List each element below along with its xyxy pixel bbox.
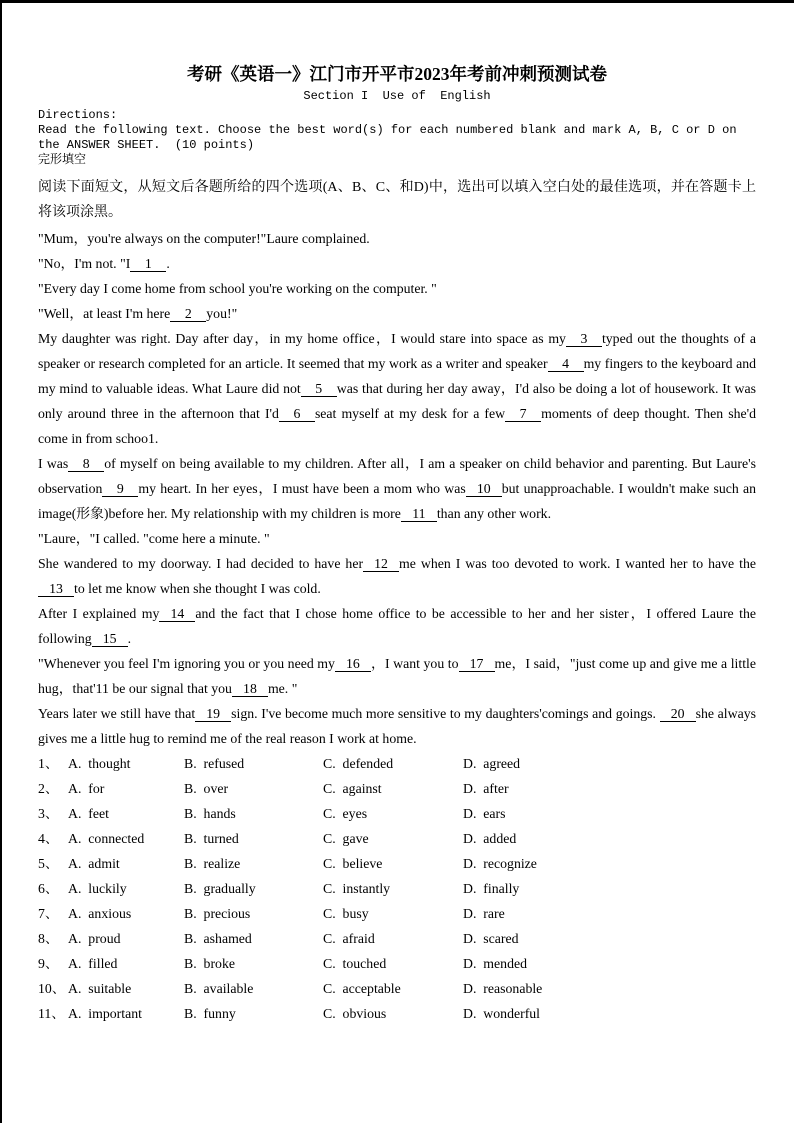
- question-option: A. important: [68, 1006, 142, 1021]
- directions-text: Read the following text. Choose the best word(s) for each numbered blank and mark A, B, C or D on the ANSWER SHEET. (10 points): [38, 123, 744, 152]
- question-list: [38, 751, 756, 1026]
- question-option: C. obvious: [323, 1006, 387, 1021]
- passage-paragraph: "No，I'm not. "I 1 .: [38, 256, 170, 271]
- question-option: B. precious: [184, 906, 251, 921]
- chinese-instructions: 阅读下面短文，从短文后各题所给的四个选项(A、B、C、和D)中，选出可以填入空白处的最佳选项，并在答题卡上将该项涂黑。: [38, 180, 756, 220]
- cloze-blank: 13: [38, 581, 74, 597]
- question-option: B. available: [184, 981, 254, 996]
- question-number: 2、: [38, 781, 59, 796]
- question-row: [38, 751, 756, 776]
- passage-paragraph: "Every day I come home from school you're working on the computer. ": [38, 281, 437, 296]
- question-row: [38, 901, 756, 926]
- question-number: 8、: [38, 931, 59, 946]
- passage-paragraph: "Mum，you're always on the computer!"Laure complained.: [38, 231, 370, 246]
- question-option: B. ashamed: [184, 931, 252, 946]
- question-option: D. wonderful: [463, 1006, 541, 1021]
- question-number: 4、: [38, 831, 59, 846]
- cloze-blank: 10: [466, 481, 502, 497]
- cloze-blank: 9: [102, 481, 138, 497]
- question-row: [38, 951, 756, 976]
- question-option: C. touched: [323, 956, 387, 971]
- question-option: C. instantly: [323, 881, 391, 896]
- cloze-blank: 5: [301, 381, 337, 397]
- question-row: [38, 1001, 756, 1026]
- question-option: C. afraid: [323, 931, 375, 946]
- passage-paragraph: I was 8 of myself on being available to my children. After all，I am a speaker on child behavior and parenting. But Laure's observation 9 my heart. In her eyes，I must have been a mom who was 10 but unapproachable. I wouldn't make such an image(形象)before her. My relationship with my children is more 11 than any other work.: [38, 456, 757, 521]
- cloze-blank: 8: [68, 456, 104, 472]
- question-option: D. scared: [463, 931, 519, 946]
- question-option: C. against: [323, 781, 382, 796]
- question-option: D. recognize: [463, 856, 537, 871]
- question-row: [38, 776, 756, 801]
- question-option: A. connected: [68, 831, 145, 846]
- page-title: 考研《英语一》江门市开平市2023年考前冲刺预测试卷: [187, 64, 607, 84]
- question-option: B. realize: [184, 856, 241, 871]
- directions-label: Directions:: [38, 108, 118, 122]
- question-option: A. proud: [68, 931, 121, 946]
- question-number: 9、: [38, 956, 59, 971]
- section-heading: Section I Use of English: [303, 89, 491, 103]
- passage-paragraph: "Well，at least I'm here 2 you!": [38, 306, 238, 321]
- question-option: D. agreed: [463, 756, 521, 771]
- passage-paragraph: Years later we still have that 19 sign. I've become much more sensitive to my daughters'comings and goings. 20 she always gives me a little hug to remind me of the real reason I work at home.: [38, 706, 756, 746]
- question-number: 7、: [38, 906, 59, 921]
- cloze-section-label: 完形填空: [38, 153, 87, 167]
- cloze-blank: 3: [566, 331, 602, 347]
- question-number: 10、: [38, 981, 66, 996]
- question-option: A. suitable: [68, 981, 132, 996]
- question-option: A. thought: [68, 756, 131, 771]
- question-option: B. over: [184, 781, 229, 796]
- question-option: D. reasonable: [463, 981, 543, 996]
- question-option: D. finally: [463, 881, 520, 896]
- question-option: B. refused: [184, 756, 245, 771]
- question-row: [38, 826, 756, 851]
- cloze-blank: 17: [459, 656, 495, 672]
- passage-paragraph: After I explained my 14 and the fact that I chose home office to be accessible to her and her sister，I offered Laure the following 15 .: [38, 606, 756, 646]
- question-option: C. acceptable: [323, 981, 401, 996]
- question-option: A. anxious: [68, 906, 132, 921]
- question-option: B. gradually: [184, 881, 256, 896]
- question-option: D. rare: [463, 906, 505, 921]
- question-option: A. for: [68, 781, 105, 796]
- cloze-blank: 14: [159, 606, 195, 622]
- question-option: B. funny: [184, 1006, 236, 1021]
- question-row: [38, 926, 756, 951]
- question-number: 3、: [38, 806, 59, 821]
- cloze-blank: 18: [232, 681, 268, 697]
- question-row: [38, 976, 756, 1001]
- cloze-blank: 19: [195, 706, 231, 722]
- question-number: 6、: [38, 881, 59, 896]
- cloze-blank: 1: [130, 256, 166, 272]
- question-option: B. turned: [184, 831, 239, 846]
- cloze-blank: 15: [92, 631, 128, 647]
- cloze-blank: 4: [548, 356, 584, 372]
- question-option: B. broke: [184, 956, 235, 971]
- cloze-blank: 11: [401, 506, 437, 522]
- question-number: 11、: [38, 1006, 66, 1021]
- cloze-blank: 12: [363, 556, 399, 572]
- question-option: D. added: [463, 831, 517, 846]
- cloze-blank: 20: [660, 706, 696, 722]
- question-row: [38, 851, 756, 876]
- question-option: A. feet: [68, 806, 109, 821]
- question-row: [38, 801, 756, 826]
- question-number: 1、: [38, 756, 59, 771]
- passage-paragraph: She wandered to my doorway. I had decided to have her 12 me when I was too devoted to work. I wanted her to have the13 to let me know when she thought I was cold.: [38, 556, 757, 596]
- question-option: C. eyes: [323, 806, 368, 821]
- question-option: A. luckily: [68, 881, 127, 896]
- question-option: C. defended: [323, 756, 394, 771]
- cloze-blank: 16: [335, 656, 371, 672]
- cloze-passage: [38, 226, 756, 751]
- cloze-blank: 7: [505, 406, 541, 422]
- question-option: C. busy: [323, 906, 369, 921]
- passage-paragraph: "Whenever you feel I'm ignoring you or you need my 16 ，I want you to 17 me，I said，"just come up and give me a little hug，that'11 be our signal that you 18 me. ": [38, 656, 757, 696]
- passage-paragraph: "Laure，"I called. "come here a minute. ": [38, 531, 270, 546]
- question-number: 5、: [38, 856, 59, 871]
- question-option: D. ears: [463, 806, 506, 821]
- question-option: C. believe: [323, 856, 383, 871]
- question-option: B. hands: [184, 806, 236, 821]
- question-option: A. filled: [68, 956, 118, 971]
- question-option: C. gave: [323, 831, 369, 846]
- directions-block: [38, 108, 756, 168]
- question-option: A. admit: [68, 856, 120, 871]
- question-option: D. mended: [463, 956, 527, 971]
- cloze-blank: 6: [279, 406, 315, 422]
- question-row: [38, 876, 756, 901]
- cloze-blank: 2: [170, 306, 206, 322]
- passage-paragraph: My daughter was right. Day after day，in my home office，I would stare into space as my 3 typed out the thoughts of a speaker or research completed for an article. It seemed that my work as a writer and speaker 4 my fingers to the keyboard and my mind to valuable ideas. What Laure did not 5 was that during her day away，I'd also be doing a lot of housework. It was only around three in the afternoon that I'd 6 seat myself at my desk for a few 7 moments of deep thought. Then she'd come in from schoo1.: [38, 331, 756, 446]
- question-option: D. after: [463, 781, 509, 796]
